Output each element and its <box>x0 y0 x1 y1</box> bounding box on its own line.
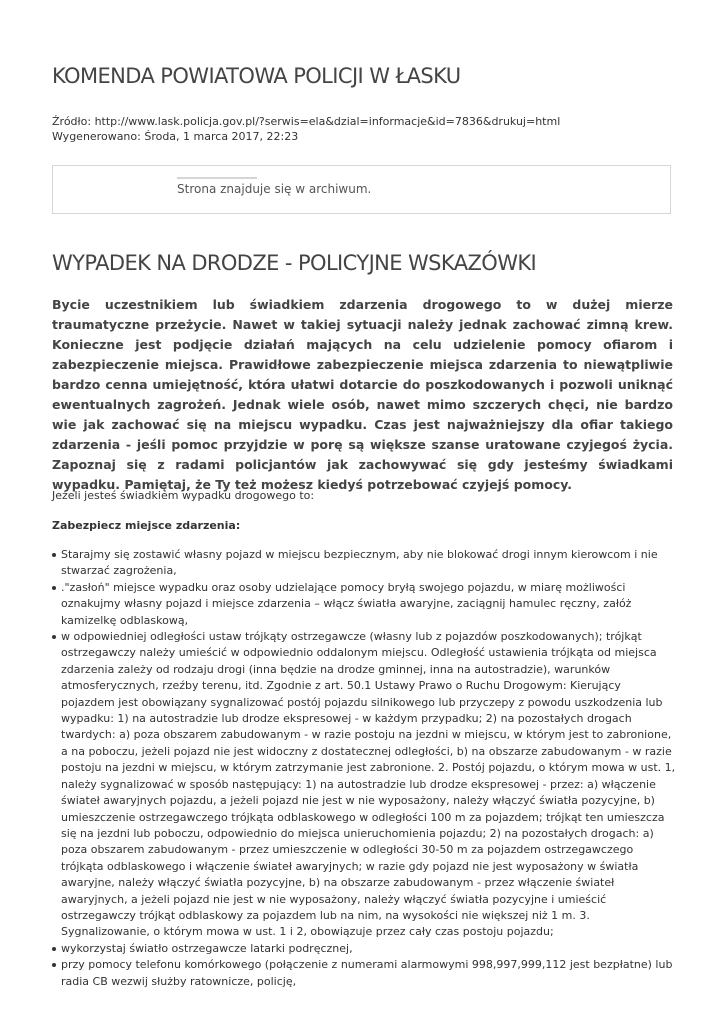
list-item: wykorzystaj światło ostrzegawcze latarki podręcznej, <box>52 941 677 957</box>
archive-notice-text: Strona znajduje się w archiwum. <box>177 182 372 196</box>
article-title: WYPADEK NA DRODZE - POLICYJNE WSKAZÓWKI <box>52 251 537 275</box>
source-line: Źródło: http://www.lask.policja.gov.pl/?serwis=ela&dzial=informacje&id=7836&drukuj=html <box>52 115 561 128</box>
list-item: Starajmy się zostawić własny pojazd w miejscu bezpiecznym, aby nie blokować drogi innym kierowcom i nie stwarzać zagrożenia, <box>52 547 677 580</box>
article-intro: Jeżeli jesteś świadkiem wypadku drogowego to: <box>52 489 315 502</box>
site-title: KOMENDA POWIATOWA POLICJI W ŁASKU <box>52 64 461 88</box>
generated-line: Wygenerowano: Środa, 1 marca 2017, 22:23 <box>52 130 299 143</box>
article-subheading: Zabezpiecz miejsce zdarzenia: <box>52 519 241 532</box>
archive-notice-divider <box>177 177 257 179</box>
archive-notice-box <box>52 165 671 214</box>
list-item: w odpowiedniej odległości ustaw trójkąty ostrzegawcze (własny lub z pojazdów poszkodowanych); trójkąt ostrzegawczy należy umieścić w odpowiednio oddalonym miejscu. Odległość ustawienia trójkąta od miejsca zdarzenia zależy od rodzaju drogi (inna będzie na drodze gminnej, inna na autostradzie), warunków atmosferycznych, rzeźby terenu, itd. Zgodnie z art. 50.1 Ustawy Prawo o Ruchu Drogowym: Kierujący pojazdem jest obowiązany sygnalizować postój pojazdu silnikowego lub przyczepy z powodu uszkodzenia lub wypadku: 1) na autostradzie lub drodze ekspresowej - w każdym przypadku; 2) na pozostałych drogach twardych: a) poza obszarem zabudowanym - w razie postoju na jezdni w miejscu, w którym jest to zabronione, a na poboczu, jeżeli pojazd nie jest widoczny z dostatecznej odległości, b) na obszarze zabudowanym - w razie postoju na jezdni w miejscu, w którym zatrzymanie jest zabronione. 2. Postój pojazdu, o którym mowa w ust. 1, należy sygnalizować w sposób następujący: 1) na autostradzie lub drodze ekspresowej - przez: a) włączenie świateł awaryjnych pojazdu, a jeżeli pojazd nie jest w nie wyposażony, należy włączyć światła pozycyjne, b) umieszczenie ostrzegawczego trójkąta odblaskowego w odległości 100 m za pojazdem; trójkąt ten umieszcza się na jezdni lub poboczu, odpowiednio do miejsca unieruchomienia pojazdu; 2) na pozostałych drogach: a) poza obszarem zabudowanym - przez umieszczenie w odległości 30-50 m za pojazdem ostrzegawczego trójkąta odblaskowego i włączenie świateł awaryjnych; w razie gdy pojazd nie jest wyposażony w światła awaryjne, należy włączyć światła pozycyjne, b) na obszarze zabudowanym - przez włączenie świateł awaryjnych, a jeżeli pojazd nie jest w nie wyposażony, należy włączyć światła pozycyjne i umieścić ostrzegawczy trójkąt odblaskowy za pojazdem lub na nim, na wysokości nie większej niż 1 m. 3. Sygnalizowanie, o którym mowa w ust. 1 i 2, obowiązuje przez cały czas postoju pojazdu; <box>52 629 677 941</box>
safety-steps-list <box>52 547 677 990</box>
document-meta <box>52 114 560 144</box>
article-lead: Bycie uczestnikiem lub świadkiem zdarzenia drogowego to w dużej mierze traumatyczne przeżycie. Nawet w takiej sytuacji należy jednak zachować zimną krew. Konieczne jest podjęcie działań mających na celu udzielenie pomocy ofiarom i zabezpieczenie miejsca. Prawidłowe zabezpieczenie miejsca zdarzenia to niewątpliwie bardzo cenna umiejętność, która ułatwi dotarcie do poszkodowanych i pozwoli uniknąć ewentualnych zagrożeń. Jednak wiele osób, nawet mimo szczerych chęci, nie bardzo wie jak zachować się na miejscu wypadku. Czas jest najważniejszy dla ofiar takiego zdarzenia - jeśli pomoc przyjdzie w porę są większe szanse uratowane czyjegoś życia. Zapoznaj się z radami policjantów jak zachowywać się gdy jesteśmy świadkami wypadku. Pamiętaj, że Ty też możesz kiedyś potrzebować czyjejś pomocy. <box>52 297 673 492</box>
list-item: ."zasłoń" miejsce wypadku oraz osoby udzielające pomocy bryłą swojego pojazdu, w miarę możliwości oznakujmy własny pojazd i miejsce zdarzenia – włącz światła awaryjne, zaciągnij hamulec ręczny, załóż kamizelkę odblaskową, <box>52 580 677 629</box>
list-item: przy pomocy telefonu komórkowego (połączenie z numerami alarmowymi 998,997,999,112 jest bezpłatne) lub radia CB wezwij służby ratownicze, policję, <box>52 957 677 990</box>
